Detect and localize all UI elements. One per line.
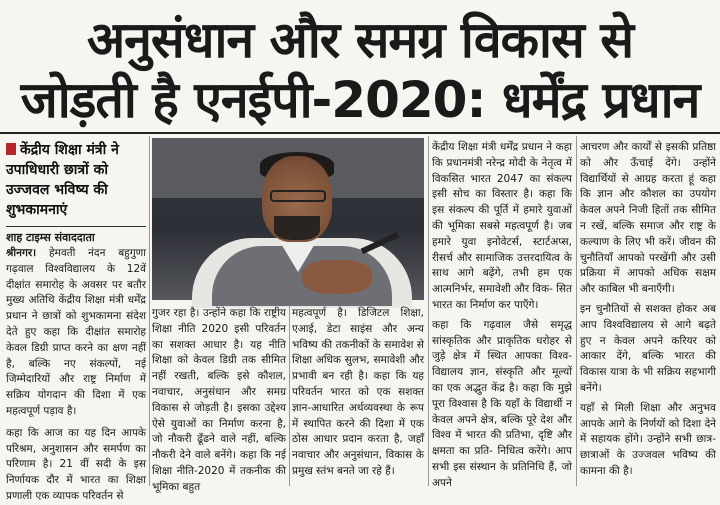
headline	[0, 0, 720, 132]
byline: शाह टाइम्स संवाददाता	[6, 231, 95, 244]
article-column-5	[580, 140, 716, 486]
paragraph: कहा कि गढ़वाल जैसे समृद्ध सांस्कृतिक और प्राकृतिक धरोहर से जुड़े क्षेत्र में स्थित आपका विश्व- विद्यालय ज्ञान, संस्कृति और मूल्यों का एक अद्भुत केंद्र है। कहा कि मुझे पूरा विश्वास है कि यहाँ के विद्यार्थी न केवल अपने क्षेत्र, बल्कि पूरे देश और विश्व में भारत की प्रतिभा, दृष्टि और क्षमता का प्रति- निधित्व करेंगे। आप सभी इस संस्थान के प्रतिनिधि हैं, जो अपने	[432, 318, 572, 489]
photo-beard	[274, 216, 320, 240]
article-column-4	[432, 140, 572, 489]
column-divider	[428, 136, 429, 486]
column-divider	[289, 306, 290, 486]
column-divider	[149, 136, 150, 486]
paragraph: यहाँ से मिली शिक्षा और अनुभव आपके आगे के निर्णयों को दिशा देने में सहायक होंगे। उन्होंने सभी छात्र-छात्राओं के उज्जवल भविष्य की कामना की है।	[580, 401, 716, 477]
subhead	[6, 140, 146, 220]
photo-hands	[302, 260, 372, 294]
headline-rule	[0, 132, 720, 134]
paragraph: गुजर रहा है। उन्होंने कहा कि राष्ट्रीय शिक्षा नीति 2020 इसी परिवर्तन का सशक्त आधार है। यह नीति शिक्षा को केवल डिग्री तक सीमित नहीं रखती, बल्कि इसे कौशल, नवाचार, अनुसंधान और समग्र विकास से जोड़ती है। इसका उद्देश्य ऐसे युवाओं का निर्माण करना है, जो नौकरी ढूँढने वाले नहीं, बल्कि नौकरी देने वाले बनेंगे। कहा कि नई शिक्षा नीति-2020 में तकनीक की भूमिका बहुत	[152, 307, 286, 493]
paragraph	[6, 246, 146, 420]
headline-line-2: जोड़ती है एनईपी-2020: धर्मेंद्र प्रधान	[20, 71, 700, 129]
paragraph: केंद्रीय शिक्षा मंत्री धर्मेंद्र प्रधान ने कहा कि प्रधानमंत्री नरेन्द्र मोदी के नेतृत्व में विकसित भारत 2047 का संकल्प इसी सोच का विस्तार है। कहा कि इस संकल्प की पूर्ति में हमारे युवाओं की भूमिका सबसे महत्वपूर्ण है। जब हमारे युवा इनोवेटर्स, स्टार्टअप्स, रीसर्च और सामाजिक उत्तरदायित्व के साथ आगे बढ़ेंगे, तभी हम एक आत्मनिर्भर, समावेशी और विक- सित भारत का निर्माण कर पाएँगे।	[432, 141, 572, 311]
paragraph: कहा कि आज का यह दिन आपके परिश्रम, अनुशासन और समर्पण का परिणाम है। 21 वीं सदी के इस निर्णायक दौर में भारत का शिक्षा प्रणाली एक व्यापक परिवर्तन से	[6, 426, 146, 502]
paragraph: इन चुनौतियों से सशक्त होकर अब आप विश्वविद्यालय से आगे बढ़ते हुए न केवल अपने करियर को आकार देंगे, बल्कि भारत की विकास यात्रा के भी सक्रिय सहभागी बनेंगे।	[580, 302, 716, 394]
article-column-2	[152, 306, 286, 493]
paragraph: आचरण और कार्यों से इसकी प्रतिष्ठा को और ऊँचाई देंगे। उन्होंने विद्यार्थियों से आग्रह करता हूं कहा कि ज्ञान और कौशल का उपयोग केवल अपने निजी हितों तक सीमित न रखें, बल्कि समाज और राष्ट्र के कल्याण के लिए भी करें। जीवन की चुनौतियाँ आपको परखेंगी और उसी प्रक्रिया में आपको अधिक सक्षम और काबिल भी बनाएँगी।	[580, 141, 716, 296]
subhead-text: केंद्रीय शिक्षा मंत्री ने उपाधिधारी छात्रों को उज्जवल भविष्य की शुभकामनाएं	[6, 142, 119, 218]
byline-rule	[6, 226, 146, 227]
paragraph-text: हेमवती नंदन बहुगुणा गढ़वाल विश्वविद्यालय के 12वें दीक्षांत समारोह के अवसर पर बतौर मुख्य अतिथि केंद्रीय शिक्षा मंत्री धर्मेंद्र प्रधान ने छात्रों को शुभकामना संदेश देते हुए कहा कि दीक्षांत समारोह केवल डिग्री प्राप्त करने का क्षण नहीं है, बल्कि नए संकल्पों, नई जिम्मेदारियों और राष्ट्र निर्माण में सक्रिय योगदान की दिशा में एक महत्वपूर्ण पड़ाव है।	[6, 247, 146, 417]
article-column-3	[292, 306, 424, 486]
bullet-marker-icon	[6, 143, 16, 155]
photo-glasses	[270, 190, 326, 202]
column-divider	[576, 136, 577, 486]
headline-line-1: अनुसंधान और समग्र विकास से	[86, 11, 634, 69]
article-column-1	[6, 246, 146, 502]
paragraph: महत्वपूर्ण है। डिजिटल शिक्षा, एआई, डेटा साइंस और अन्य भविष्य की तकनीकों के समावेश से शिक्षा अधिक सुलभ, समावेशी और प्रभावी बन रही है। कहा कि यह परिवर्तन भारत को एक सशक्त ज्ञान-आधारित अर्थव्यवस्था के रूप में स्थापित करने की दिशा में एक ठोस आधार प्रदान करता है, जहाँ नवाचार और अनुसंधान, विकास के प्रमुख स्तंभ बनते जा रहे हैं।	[292, 307, 424, 477]
dateline: श्रीनगर।	[6, 247, 37, 259]
news-photo	[152, 138, 424, 300]
